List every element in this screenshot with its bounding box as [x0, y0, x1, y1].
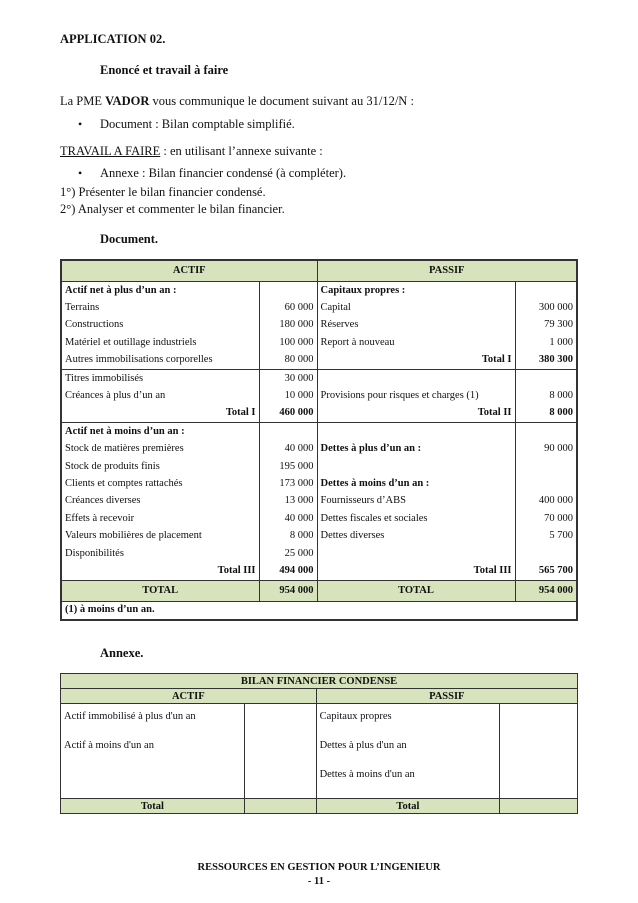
passif-amount: 8 000	[515, 405, 577, 423]
actif-label: Titres immobilisés	[65, 372, 144, 384]
actif-amount: 80 000	[259, 352, 317, 370]
bilan-row	[61, 475, 577, 492]
actif-label: Constructions	[65, 319, 124, 331]
passif-total-value: 954 000	[515, 580, 577, 601]
actif-label: Stock de matières premières	[65, 443, 184, 455]
annex-passif-labels	[316, 704, 500, 799]
actif-label: Total I	[61, 405, 259, 423]
bilan-row	[61, 282, 577, 300]
actif-total-value: 954 000	[259, 580, 317, 601]
annex-total-actif: Total	[61, 799, 245, 814]
actif-label: Valeurs mobilières de placement	[65, 530, 202, 542]
passif-label: Total I	[317, 352, 515, 370]
intro-prefix: La PME	[60, 94, 106, 108]
bilan-row	[61, 334, 577, 351]
document-label: Document.	[100, 232, 158, 246]
passif-header: PASSIF	[317, 260, 577, 282]
actif-amount: 13 000	[259, 493, 317, 510]
passif-label	[317, 545, 515, 562]
annex-total-actif-value[interactable]	[244, 799, 316, 814]
passif-label: Dettes diverses	[320, 530, 385, 542]
passif-amount	[515, 475, 577, 492]
actif-label: Créances diverses	[65, 495, 141, 507]
actif-label: Effets à recevoir	[65, 512, 135, 524]
bilan-row	[61, 441, 577, 458]
question-2: 2°) Analyser et commenter le bilan financier.	[60, 202, 285, 216]
actif-label: Stock de produits finis	[65, 460, 160, 472]
intro-line	[60, 93, 414, 109]
passif-amount: 90 000	[515, 441, 577, 458]
passif-amount	[515, 545, 577, 562]
bilan-row	[61, 405, 577, 423]
annex-passif-header: PASSIF	[316, 689, 577, 704]
passif-amount: 300 000	[515, 299, 577, 316]
bilan-row	[61, 317, 577, 334]
bullet-annexe	[78, 165, 478, 181]
passif-total-label: TOTAL	[317, 580, 515, 601]
actif-amount: 40 000	[259, 441, 317, 458]
intro-suffix: vous communique le document suivant au 31/12/N :	[149, 94, 414, 108]
passif-amount: 70 000	[515, 510, 577, 527]
actif-header: ACTIF	[61, 260, 317, 282]
actif-amount: 460 000	[259, 405, 317, 423]
annex-passif-row: Dettes à plus d'un an	[319, 740, 407, 751]
passif-amount: 8 000	[515, 387, 577, 404]
annex-total-passif-value[interactable]	[500, 799, 578, 814]
passif-label: Dettes à moins d’un an :	[320, 477, 430, 489]
passif-amount: 400 000	[515, 493, 577, 510]
actif-amount	[259, 423, 317, 441]
bilan-financier-condense-table	[60, 673, 578, 814]
passif-label: Provisions pour risques et charges (1)	[320, 390, 479, 402]
passif-amount	[515, 369, 577, 387]
passif-amount	[515, 282, 577, 300]
page-number: - 11 -	[307, 876, 331, 887]
bilan-row	[61, 527, 577, 544]
actif-label: Autres immobilisations corporelles	[61, 352, 259, 370]
annex-total-passif: Total	[316, 799, 500, 814]
travail-label: TRAVAIL A FAIRE	[60, 144, 161, 158]
bilan-row	[61, 510, 577, 527]
passif-label: Dettes fiscales et sociales	[320, 512, 428, 524]
bilan-row	[61, 423, 577, 441]
bilan-row	[61, 352, 577, 370]
actif-amount	[259, 282, 317, 300]
actif-amount: 494 000	[259, 562, 317, 580]
bilan-row	[61, 562, 577, 580]
bullet-document-text: Document : Bilan comptable simplifié.	[100, 117, 295, 131]
company-name: VADOR	[105, 94, 150, 108]
annexe-label: Annexe.	[100, 646, 144, 660]
footer-title: RESSOURCES EN GESTION POUR L’INGENIEUR	[197, 862, 441, 873]
travail-rest: : en utilisant l’annexe suivante :	[160, 144, 323, 158]
actif-amount: 60 000	[259, 299, 317, 316]
actif-label: Matériel et outillage industriels	[65, 336, 197, 348]
bilan-row	[61, 387, 577, 404]
annex-passif-row: Dettes à moins d'un an	[319, 769, 415, 780]
passif-amount: 380 300	[515, 352, 577, 370]
actif-amount: 8 000	[259, 527, 317, 544]
passif-amount	[515, 458, 577, 475]
actif-amount: 30 000	[259, 369, 317, 387]
actif-label: Disponibilités	[65, 547, 124, 559]
bullet-annexe-text: Annexe : Bilan financier condensé (à compléter).	[100, 166, 347, 180]
bilan-row	[61, 299, 577, 316]
passif-label: Fournisseurs d’ABS	[320, 495, 406, 507]
annex-title: BILAN FINANCIER CONDENSE	[61, 674, 578, 689]
annex-actif-labels	[61, 704, 245, 799]
passif-label: Dettes à plus d’un an :	[320, 443, 422, 455]
actif-label: Actif net à moins d’un an :	[65, 425, 185, 437]
passif-label: Capitaux propres :	[320, 284, 406, 296]
actif-amount: 10 000	[259, 387, 317, 404]
bilan-row	[61, 493, 577, 510]
actif-amount: 180 000	[259, 317, 317, 334]
passif-label: Total III	[317, 562, 515, 580]
actif-amount: 195 000	[259, 458, 317, 475]
bilan-row	[61, 545, 577, 562]
annex-actif-row: Actif immobilisé à plus d'un an	[64, 711, 196, 722]
passif-label: Report à nouveau	[320, 336, 395, 348]
passif-label	[317, 458, 515, 475]
annex-passif-row: Capitaux propres	[319, 711, 392, 722]
passif-label: Réserves	[320, 319, 359, 331]
passif-amount: 79 300	[515, 317, 577, 334]
enonce-title: Enoncé et travail à faire	[100, 63, 229, 77]
annex-actif-amount-cell[interactable]	[244, 704, 316, 799]
passif-amount	[515, 423, 577, 441]
passif-label	[317, 369, 515, 387]
actif-amount: 25 000	[259, 545, 317, 562]
annex-passif-amount-cell[interactable]	[500, 704, 578, 799]
passif-amount: 1 000	[515, 334, 577, 351]
actif-amount: 40 000	[259, 510, 317, 527]
bilan-row	[61, 369, 577, 387]
travail-line	[60, 143, 323, 159]
bullet-document	[78, 116, 478, 132]
passif-label	[317, 423, 515, 441]
annex-actif-header: ACTIF	[61, 689, 317, 704]
bilan-comptable-table	[60, 259, 578, 621]
passif-amount: 565 700	[515, 562, 577, 580]
actif-amount: 173 000	[259, 475, 317, 492]
actif-total-label: TOTAL	[61, 580, 259, 601]
bilan-note: (1) à moins d’un an.	[61, 601, 577, 620]
annex-actif-row: Actif à moins d'un an	[64, 740, 154, 751]
actif-label: Terrains	[65, 302, 100, 314]
actif-label: Actif net à plus d’un an :	[65, 284, 177, 296]
actif-label: Créances à plus d’un an	[65, 390, 166, 402]
bullet-icon: •	[78, 117, 83, 131]
bilan-total-row	[61, 580, 577, 601]
passif-amount: 5 700	[515, 527, 577, 544]
application-title: APPLICATION 02.	[60, 32, 166, 46]
question-1: 1°) Présenter le bilan financier condensé.	[60, 185, 266, 199]
bilan-row	[61, 458, 577, 475]
actif-amount: 100 000	[259, 334, 317, 351]
passif-label: Capital	[320, 302, 351, 314]
passif-label: Total II	[317, 405, 515, 423]
actif-label: Clients et comptes rattachés	[65, 477, 183, 489]
bullet-icon: •	[78, 166, 83, 180]
actif-label: Total III	[61, 562, 259, 580]
